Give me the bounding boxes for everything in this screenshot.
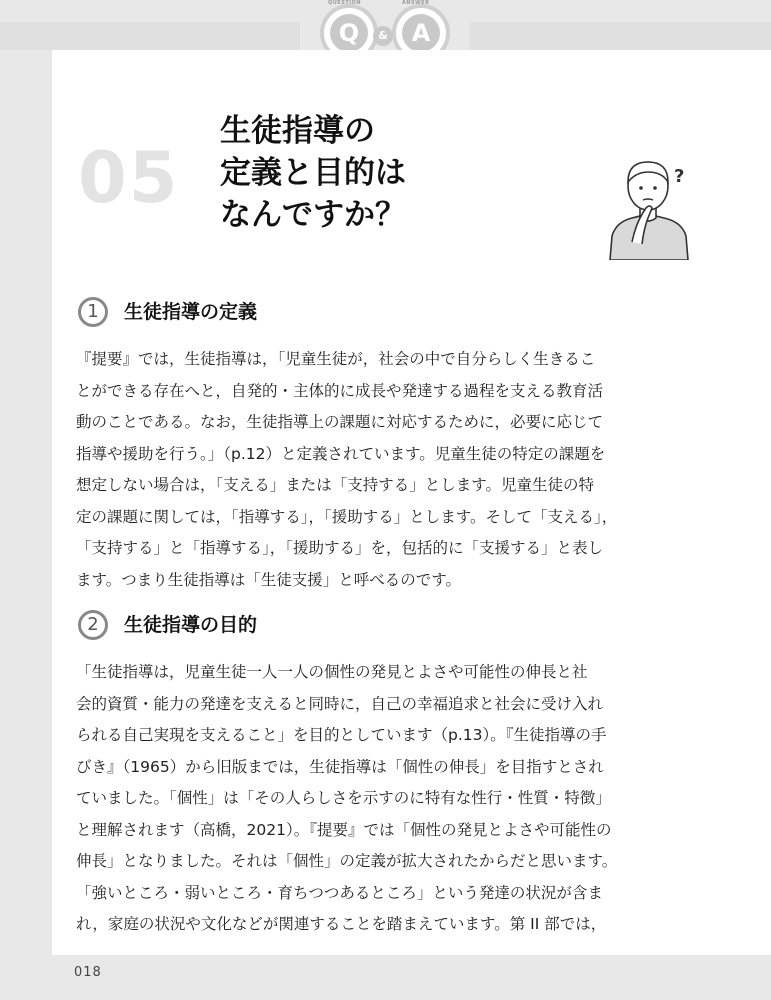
question-title-line: なんですか？ <box>220 197 406 233</box>
question-title-line: 定義と目的は <box>220 155 406 191</box>
section-title: 生徒指導の定義 <box>124 301 258 323</box>
body-line: 定の課題に関しては，「指導する」，「援助する」とします。そして「支える」， <box>76 507 618 526</box>
body-line: 想定しない場合は，「支える」または「支持する」とします。児童生徒の特 <box>76 476 595 494</box>
question-title-line: 生徒指導の <box>220 113 375 149</box>
question-title <box>220 110 406 236</box>
section-heading-definition <box>78 297 257 327</box>
section-heading-purpose <box>78 610 257 640</box>
body-line: とができる存在へと，自発的・主体的に成長や発達する過程を支える教育活 <box>76 381 604 400</box>
body-line: と理解されます（高橋，2021）。『提要』では「個性の発見とよさや可能性の <box>76 820 612 839</box>
header-band-left <box>0 22 300 50</box>
body-line: ていました。「個性」は「その人らしさを示すのに特有な性行・性質・特徴」 <box>76 789 611 807</box>
body-line: れ，家庭の状況や文化などが関連することを踏まえています。第 II 部では， <box>76 915 607 933</box>
section-number-badge: 2 <box>78 610 108 640</box>
section-body-purpose <box>76 657 702 941</box>
question-letter: Q <box>330 14 368 52</box>
answer-letter: A <box>402 14 440 52</box>
page-number: 018 <box>74 965 102 980</box>
answer-caption: ANSWER <box>402 0 430 6</box>
section-number-badge: 1 <box>78 297 108 327</box>
body-line: 『提要』では，生徒指導は，「児童生徒が，社会の中で自分らしく生きるこ <box>76 350 596 368</box>
thinking-person-illustration <box>602 152 694 260</box>
question-number: 05 <box>78 137 180 219</box>
body-line: ます。つまり生徒指導は「生徒支援」と呼べるのです。 <box>76 570 462 589</box>
question-caption: QUESTION <box>328 0 362 6</box>
body-line: 「強いところ・弱いところ・育ちつつあるところ」という発達の状況が含ま <box>76 883 603 902</box>
section-title: 生徒指導の目的 <box>124 614 258 636</box>
body-line: 伸長」となりました。それは「個性」の定義が拡大されたからだと思います。 <box>76 852 618 870</box>
body-line: 「生徒指導は，児童生徒一人一人の個性の発見とよさや可能性の伸長と社 <box>76 663 588 681</box>
ampersand-badge: & <box>373 26 393 46</box>
header-band-right <box>470 22 771 50</box>
body-line: 「支持する」と「指導する」，「援助する」を，包括的に「支援する」と表し <box>76 539 604 557</box>
body-line: 動のことである。なお，生徒指導上の課題に対応するために，必要に応じて <box>76 413 604 431</box>
section-body-definition <box>76 344 702 596</box>
svg-text:?: ? <box>674 166 685 187</box>
body-line: 会的資質・能力の発達を支えると同時に，自己の幸福追求と社会に受け入れ <box>76 694 604 713</box>
body-line: られる自己実現を支えること」を目的としています（p.13）。『生徒指導の手 <box>76 726 607 744</box>
body-line: 指導や援助を行う。」（p.12）と定義されています。児童生徒の特定の課題を <box>76 444 606 463</box>
body-line: びき』（1965）から旧版までは，生徒指導は「個性の伸長」を目指すとされ <box>76 757 604 776</box>
